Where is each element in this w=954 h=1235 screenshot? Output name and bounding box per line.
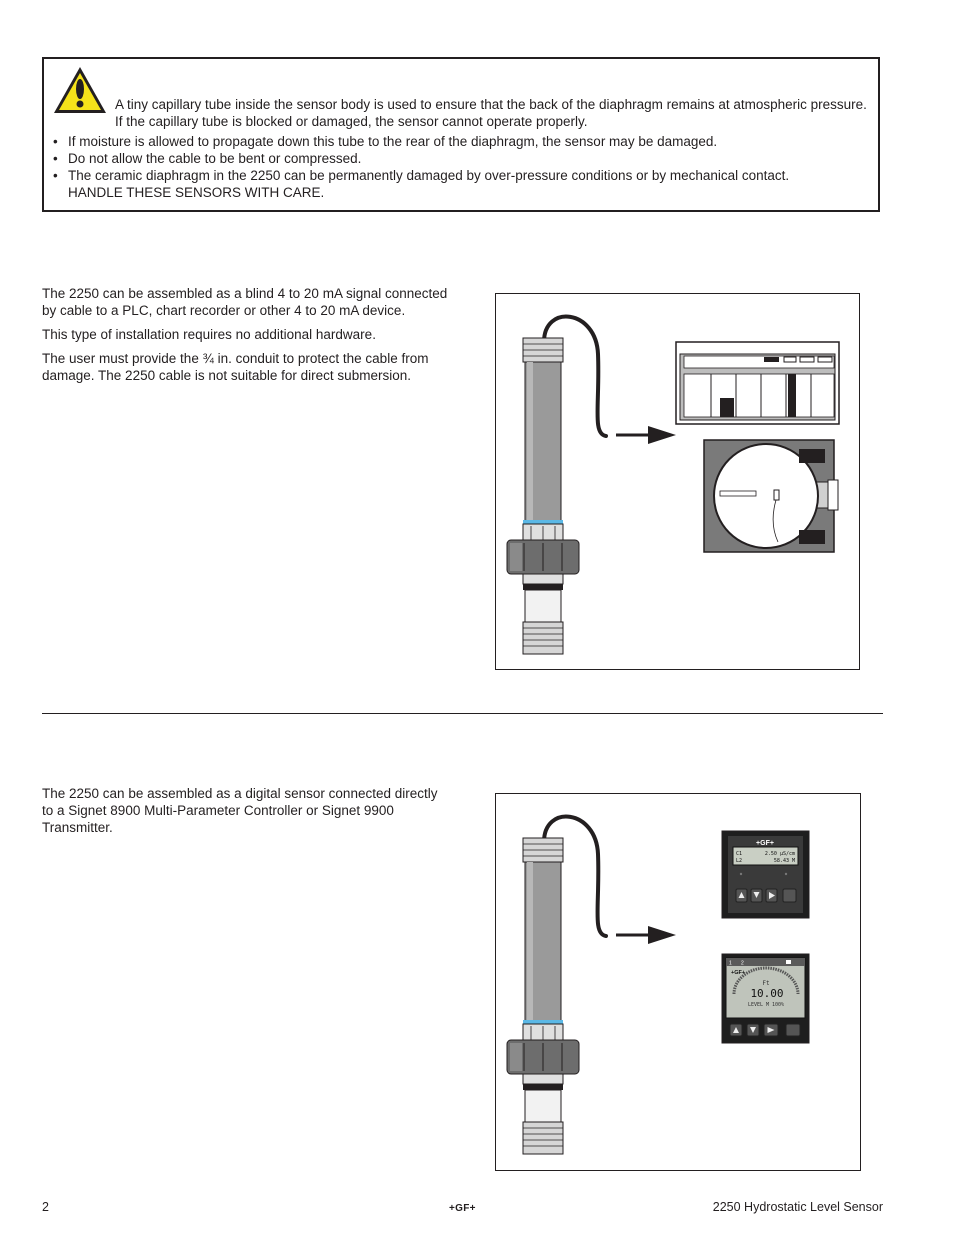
arrow-right-icon <box>616 426 676 444</box>
warning-bullet: • Do not allow the cable to be bent or compressed. <box>53 151 362 166</box>
signet-8900-controller <box>722 831 809 918</box>
transmitter-status: LEVEL M 100% <box>747 1002 785 1008</box>
transmitter-channel: Ft <box>762 980 770 987</box>
signet-9900-transmitter <box>722 954 809 1043</box>
section2-text <box>42 785 442 843</box>
warning-triangle-icon <box>52 65 108 115</box>
digital-installation-figure <box>495 793 861 1171</box>
warning-bullet: • If moisture is allowed to propagate down this tube to the rear of the diaphragm, the sensor may be damaged. <box>53 134 718 149</box>
plc-rack-illustration <box>676 342 839 424</box>
level-sensor-illustration <box>507 317 606 654</box>
handle-care-text: HANDLE THESE SENSORS WITH CARE. <box>68 185 325 200</box>
analog-installation-figure <box>495 293 860 670</box>
page-number: 2 <box>42 1200 49 1214</box>
transmitter-reading: 10.00 <box>750 987 784 1000</box>
warning-bullet: • The ceramic diaphragm in the 2250 can be permanently damaged by over-pressure conditions or by mechanical contact. HANDLE THESE SENSORS WITH CARE. <box>53 168 790 200</box>
chart-recorder-illustration <box>704 440 838 552</box>
controller-brand: +GF+ <box>756 840 774 847</box>
document-title: 2250 Hydrostatic Level Sensor <box>712 1200 883 1214</box>
warning-box <box>42 57 880 212</box>
controller-row1-value: 2.50 µS/cm <box>764 851 795 857</box>
warning-bullet-list <box>52 133 872 201</box>
section1-text <box>42 285 462 391</box>
warning-intro-line1: A tiny capillary tube inside the sensor body is used to ensure that the back of the diaphragm remains at atmospheric pressure. <box>115 97 867 112</box>
controller-row2-label: L2 <box>736 858 743 864</box>
section1-paragraph: The user must provide the ¾ in. conduit to protect the cable from damage. The 2250 cable is not suitable for direct submersion. <box>42 351 429 383</box>
gf-logo: +GF+ <box>449 1203 476 1214</box>
warning-intro-line2: If the capillary tube is blocked or damaged, the sensor cannot operate properly. <box>115 114 588 129</box>
controller-row2-value: 58.43 M <box>773 858 795 864</box>
level-sensor-illustration <box>507 817 606 1154</box>
transmitter-brand: +GF+ <box>731 970 746 976</box>
section1-paragraph: This type of installation requires no additional hardware. <box>42 327 376 342</box>
svg-text:2: 2 <box>741 960 744 967</box>
controller-row1-label: C1 <box>736 851 743 857</box>
section-divider <box>42 713 883 714</box>
section1-paragraph: The 2250 can be assembled as a blind 4 to 20 mA signal connected by cable to a PLC, chart recorder or other 4 to 20 mA device. <box>42 286 448 318</box>
warning-intro <box>115 96 879 130</box>
enter-key-icon <box>783 889 796 902</box>
svg-text:1: 1 <box>729 960 732 967</box>
enter-key-icon <box>786 1024 800 1036</box>
section2-paragraph: The 2250 can be assembled as a digital sensor connected directly to a Signet 8900 Multi-Parameter Controller or Signet 9900 Transmitter. <box>42 786 438 835</box>
arrow-right-icon <box>616 926 676 944</box>
